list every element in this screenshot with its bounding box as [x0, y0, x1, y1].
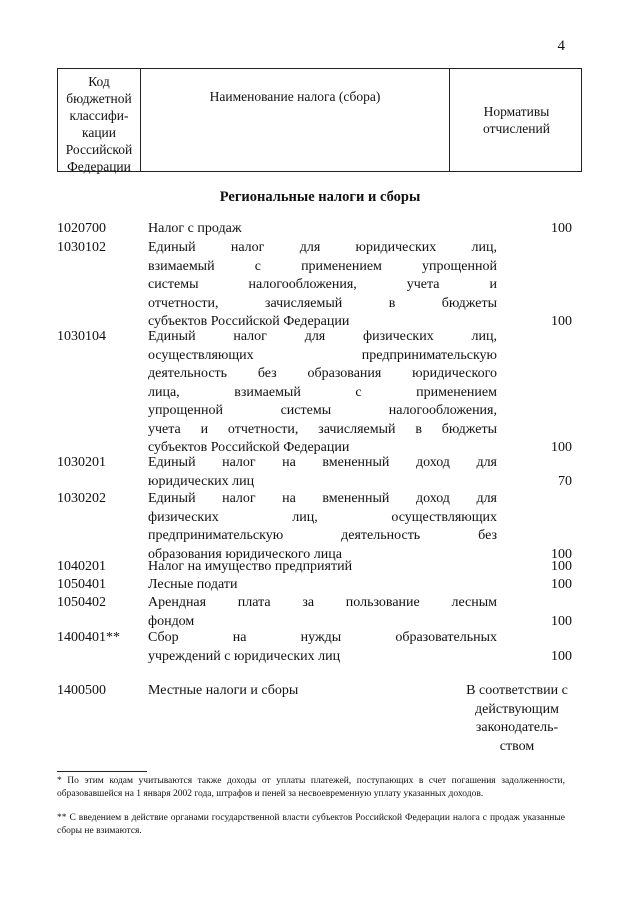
section-title: Региональные налоги и сборы	[219, 189, 421, 205]
tax-name	[148, 629, 497, 666]
deduction-norm-line: В соответствии с	[466, 683, 568, 698]
tax-name-line: Единый налог на вмененный доход для	[148, 491, 497, 506]
tax-name-line: Лесные подати	[148, 577, 238, 592]
deduction-norm: 100	[551, 559, 572, 574]
deduction-norm: 100	[551, 440, 572, 455]
budget-code: 1030102	[57, 240, 106, 255]
tax-name	[148, 682, 497, 701]
budget-code: 1030202	[57, 491, 106, 506]
header-code-line: Российской	[65, 142, 133, 157]
tax-name	[148, 220, 497, 239]
tax-name	[148, 328, 497, 458]
budget-code: 1400500	[57, 683, 106, 698]
deduction-norm: 100	[551, 221, 572, 236]
tax-name	[148, 594, 497, 631]
tax-name-line: учета и отчетности, зачисляемый в бюджеты	[148, 421, 497, 437]
tax-name	[148, 454, 497, 491]
tax-name-line: Единый налог на вмененный доход для	[148, 455, 497, 470]
footnote-2: ** С введением в действие органами государственной власти субъектов Российской Федерации налога с продаж указанные сборы не взимаются.	[57, 813, 565, 836]
budget-code: 1040201	[57, 559, 106, 574]
header-norms-line: Нормативы	[483, 104, 550, 119]
header-code-line: Код	[88, 74, 110, 89]
budget-code: 1030201	[57, 455, 106, 470]
tax-name-line: образования юридического лица	[148, 546, 342, 562]
budget-code: 1050402	[57, 595, 106, 610]
budget-code: 1030104	[57, 329, 106, 344]
deduction-norm-line: законодатель-	[475, 720, 559, 735]
tax-name-line: лица, взимаемый с применением	[148, 384, 497, 400]
deduction-norm-line: ством	[499, 738, 535, 754]
tax-name-line: Единый налог для юридических лиц,	[148, 240, 497, 255]
tax-name-line: фондом	[148, 613, 195, 629]
tax-name	[148, 558, 497, 577]
deduction-norm: 100	[551, 613, 572, 629]
tax-name-line: Налог на имущество предприятий	[148, 559, 353, 574]
tax-name	[148, 576, 497, 595]
tax-name-line: Сбор на нужды образовательных	[148, 630, 497, 645]
footnote-1: * По этим кодам учитываются также доходы от уплаты платежей, поступающих в счет погашения задолженности, образовавшейся на 1 января 2002 года, штрафов и пеней за несвоевременную уплату указанных доходов.	[57, 776, 565, 799]
deduction-norm	[452, 682, 582, 756]
tax-name-line: субъектов Российской Федерации	[148, 314, 350, 329]
tax-name-line: системы налогообложения, учета и	[148, 277, 497, 292]
tax-name-line: деятельность без образования юридического	[148, 366, 497, 381]
deduction-norm: 100	[551, 546, 572, 562]
tax-name-line: отчетности, зачисляемый в бюджеты	[148, 295, 497, 311]
tax-name	[148, 490, 497, 564]
header-code-line: бюджетной	[66, 91, 132, 106]
header-code-line: Федерации	[67, 159, 131, 174]
page-number: 4	[557, 38, 565, 54]
tax-name	[148, 239, 497, 332]
deduction-norm: 100	[551, 577, 572, 592]
tax-name-line: физических лиц, осуществляющих	[148, 509, 497, 525]
deduction-norm: 100	[551, 314, 572, 329]
tax-name-line: предпринимательскую деятельность без	[148, 528, 497, 543]
table-header	[57, 68, 582, 172]
deduction-norm: 70	[558, 473, 572, 489]
tax-name-line: юридических лиц	[148, 473, 255, 489]
tax-name-line: осуществляющих предпринимательскую	[148, 347, 497, 363]
footnote-rule	[57, 771, 147, 772]
tax-name-line: Единый налог для физических лиц,	[148, 329, 497, 344]
deduction-norm-line: действующим	[475, 701, 559, 717]
tax-name-line: Налог с продаж	[148, 221, 242, 236]
header-norms-column	[450, 103, 583, 137]
header-norms-line: отчислений	[483, 121, 550, 136]
budget-code: 1020700	[57, 221, 106, 236]
header-code-line: классифи-	[69, 108, 129, 123]
deduction-norm: 100	[551, 648, 572, 664]
tax-name-line: Арендная плата за пользование лесным	[148, 595, 497, 610]
tax-name-line: взимаемый с применением упрощенной	[148, 258, 497, 274]
tax-name-line: субъектов Российской Федерации	[148, 440, 350, 455]
tax-name-line: Местные налоги и сборы	[148, 683, 299, 698]
header-code-column	[58, 73, 140, 175]
header-code-line: кации	[81, 125, 117, 140]
budget-code: 1050401	[57, 577, 106, 592]
tax-name-line: упрощенной системы налогообложения,	[148, 403, 497, 418]
budget-code: 1400401**	[57, 630, 120, 645]
tax-name-line: учреждений с юридических лиц	[148, 648, 341, 664]
header-name-column: Наименование налога (сбора)	[209, 89, 381, 104]
